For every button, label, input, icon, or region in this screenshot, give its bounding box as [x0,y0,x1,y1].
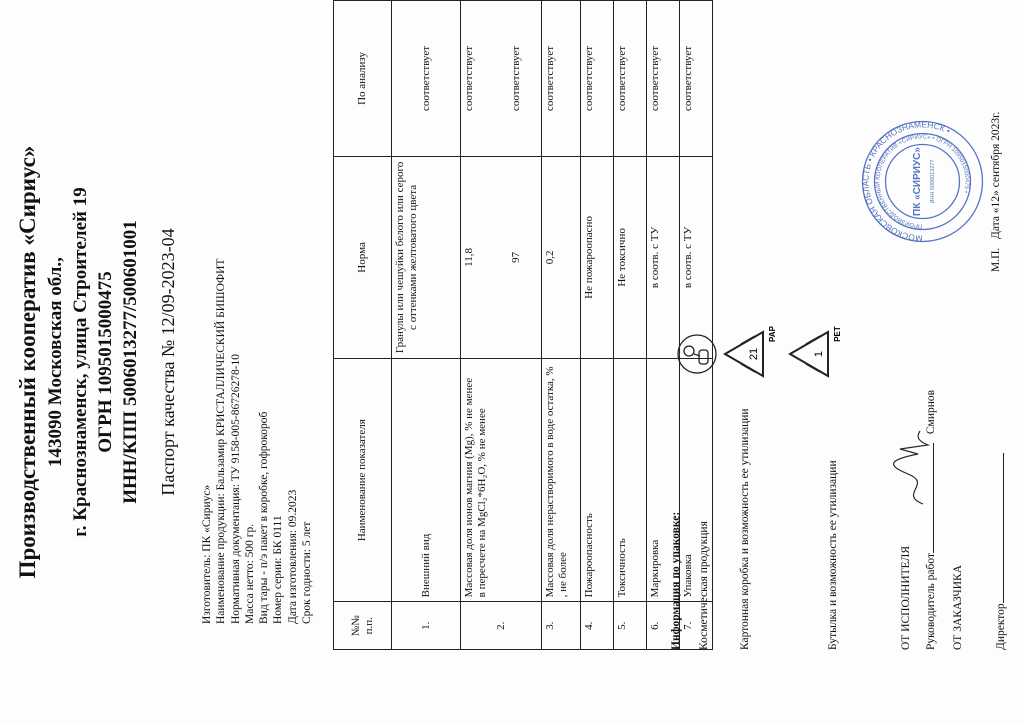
row-num: 1. [392,602,461,650]
header-analysis: По анализу [334,1,392,157]
pet-number: 1 [813,350,825,358]
director-label: Директор [995,603,1007,650]
company-name: Производственный кооператив «Сириус» [15,145,40,579]
row-name: Маркировка [647,358,680,601]
packaging-icons [675,314,885,394]
packaging-carton: Картонная коробка и возможность ее утилизации [739,408,751,650]
director-signature-line [1003,453,1004,603]
row-norm: Гранулы или чешуйки белого или серого с оттенками желтоватого цвета [392,156,461,358]
customer-heading: ОТ ЗАКАЗЧИКА [952,564,964,650]
row-norm: в соотв. с ТУ [680,156,713,358]
pap-number: 21 [748,347,760,361]
table-row [542,1,581,650]
row-analysis: соответствует [647,1,680,157]
pap-label: PAP [768,326,777,342]
company-address-region: 143090 Московская обл., [45,257,66,467]
info-product-name: Наименование продукции: Бальзамир КРИСТАЛЛИЧЕСКИЙ БИШОФИТ [215,258,228,624]
table-header-row [334,1,392,650]
info-container: Вид тары - п/э пакет в коробке, гофрокороб [258,411,271,624]
company-address-street: г. Краснознаменск, улица Строителей 19 [70,187,91,537]
document-date: Дата «12» сентября 2023г. [990,111,1002,239]
row-analysis [461,1,542,157]
row-num: 6. [647,602,680,650]
pap-recycle-icon [725,325,777,376]
row-norm-part-b: 97 [509,251,522,263]
company-ogrn: ОГРН 1095015000475 [95,271,116,453]
row-analysis-part-a: соответствует [463,45,475,111]
row-num: 3. [542,602,581,650]
row-name: Токсичность [614,358,647,601]
row-norm: Не пожароопасно [581,156,614,358]
company-seal [860,119,985,244]
seal-center-text: ПК «СИРИУС» [912,147,923,216]
row-norm: Не токсично [614,156,647,358]
row-analysis: соответствует [542,1,581,157]
row-name [461,358,542,601]
pet-recycle-icon [790,326,842,376]
table-row [461,1,542,650]
info-normative-doc: Нормативная документация: ТУ 9158-005-86726278-10 [229,353,242,624]
pet-label: PET [833,326,842,342]
product-info [200,259,314,624]
row-norm: в соотв. с ТУ [647,156,680,358]
info-shelf-life: Срок годности: 5 лет [301,521,314,624]
table-row [614,1,647,650]
executor-heading: ОТ ИСПОЛНИТЕЛЯ [900,546,912,650]
row-norm: 0,2 [542,156,581,358]
row-name: Упаковка [680,358,713,601]
row-name-part-b: в пересчете на MgCl₂*6H₂O, % не менее [475,408,488,598]
info-manufacturer: Изготовитель: ПК «Сириус» [201,484,213,624]
packaging-cosmetic: Косметическая продукция [698,521,710,650]
manager-name: Смирнов [925,389,937,435]
row-norm [461,156,542,358]
row-analysis: соответствует [581,1,614,157]
quality-table [333,0,713,650]
info-series: Номер серии: БК 0111 [272,515,285,624]
row-norm-part-a: 11,8 [463,247,475,267]
stamp-place: М.П. [990,247,1002,272]
info-net-mass: Масса нетто: 500 гр. [243,523,256,624]
info-manufacture-date: Дата изготовления: 09.2023 [286,489,299,624]
table-row [392,1,461,650]
packaging-heading: Информация по упаковке: [670,511,682,650]
handwritten-signature [888,429,938,509]
row-analysis: соответствует [614,1,647,157]
row-name: Пожароопасность [581,358,614,601]
row-analysis-part-b: соответствует [509,45,522,111]
header-name: Наименование показателя [334,358,392,601]
row-num: 4. [581,602,614,650]
packaging-bottle: Бутылка и возможность ее утилизации [827,460,839,650]
row-name: Внешний вид [392,358,461,601]
row-num: 5. [614,602,647,650]
seal-outer-text: МОСКОВСКАЯ ОБЛАСТЬ • КРАСНОЗНАМЕНСК • [860,119,953,244]
row-name: Массовая доля нерастворимого в воде остатка, % , не более [542,358,581,601]
seal-inner-text: ПРОИЗВОДСТВЕННЫЙ КООПЕРАТИВ «СИРИУС» • ОГРН 1095015000475 • [875,134,970,229]
row-name-part-a: Массовая доля ионов магния (Mg), % не менее [463,377,475,598]
cosmetic-jar-icon [678,335,716,373]
header-num: №№ п.п. [334,602,392,650]
company-inn-kpp: ИНН/КПП 5006013277/500601001 [120,220,141,504]
row-analysis: соответствует [680,1,713,157]
header-norm: Норма [334,156,392,358]
row-analysis: соответствует [392,1,461,157]
row-num: 7. [680,602,713,650]
passport-title: Паспорт качества № 12/09-2023-04 [158,228,178,496]
seal-inn-text: ИНН 5006013277 [930,159,936,204]
table-row [581,1,614,650]
row-num: 2. [461,602,542,650]
manager-label: Руководитель работ [925,553,937,650]
director-line [995,453,1007,650]
